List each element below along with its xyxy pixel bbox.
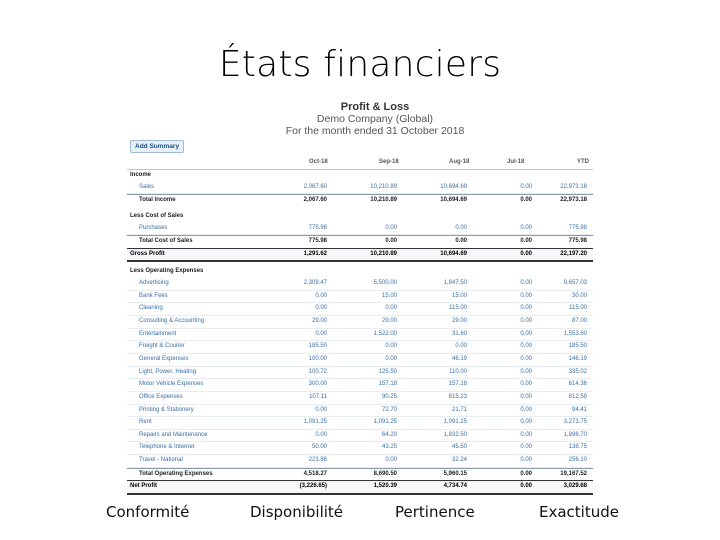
profit-loss-report	[127, 157, 593, 495]
row-value: 0.00	[520, 318, 532, 325]
row-value: 1,896.70	[563, 431, 587, 438]
row-label[interactable]: Telephone & Internet	[139, 444, 195, 451]
column-header-oct[interactable]: Oct-18	[309, 159, 328, 165]
row-value: 0.00	[520, 444, 532, 451]
row-value: 185.50	[308, 343, 327, 350]
row-value: 15.00	[451, 292, 467, 299]
row-value: 0.00	[520, 280, 532, 287]
row-value: 29.00	[451, 318, 467, 325]
row-value: 0.00	[315, 330, 327, 337]
row-label: Net Profit	[130, 483, 157, 490]
row-value: 138.75	[568, 444, 587, 451]
row-value: 1,832.50	[443, 431, 467, 438]
row-label[interactable]: Purchases	[139, 224, 168, 231]
row-value: 32.24	[451, 457, 467, 464]
total-row	[127, 194, 593, 207]
row-value: 1,520.39	[373, 483, 397, 490]
row-label[interactable]: Motor Vehicle Expenses	[139, 381, 204, 388]
slide-title: États financiers	[218, 44, 502, 85]
account-row[interactable]	[127, 278, 593, 291]
row-value: 775.98	[568, 224, 587, 231]
report-title: Profit & Loss	[340, 101, 410, 113]
row-value: 157.18	[378, 381, 397, 388]
row-value: 22,973.18	[560, 183, 587, 190]
row-value: 46.19	[451, 355, 467, 362]
row-value: 21.71	[451, 406, 467, 413]
row-value: 0.00	[520, 431, 532, 438]
row-value: 29.00	[311, 318, 327, 325]
row-value: 0.00	[385, 305, 397, 312]
row-label[interactable]: Bank Fees	[139, 292, 168, 299]
row-label[interactable]: Advertising	[139, 280, 169, 287]
row-value: 0.00	[520, 406, 532, 413]
row-label[interactable]: General Expenses	[139, 355, 189, 362]
row-value: 50.00	[311, 444, 327, 451]
column-header-aug[interactable]: Aug-18	[449, 159, 470, 165]
row-value: 3,273.75	[563, 419, 587, 426]
account-row[interactable]	[127, 354, 593, 367]
row-value: 812.59	[568, 393, 587, 400]
row-value: 0.00	[520, 368, 532, 375]
row-value: 2,067.60	[303, 197, 327, 204]
row-value: 90.25	[381, 393, 397, 400]
row-value: 0.00	[455, 224, 467, 231]
row-value: 1,847.50	[443, 280, 467, 287]
row-value: 0.00	[520, 305, 532, 312]
account-row[interactable]	[127, 316, 593, 329]
column-header-sep[interactable]: Sep-18	[379, 159, 399, 165]
row-value: 22,197.20	[560, 250, 587, 257]
row-value: 1,291.62	[303, 250, 327, 257]
report-period: For the month ended 31 October 2018	[285, 125, 465, 137]
report-column-header	[127, 157, 593, 170]
row-value: 0.00	[520, 355, 532, 362]
row-value: 0.00	[520, 183, 532, 190]
row-value: 45.50	[451, 444, 467, 451]
account-row[interactable]	[127, 442, 593, 455]
total-row	[127, 235, 593, 248]
report-heading	[250, 101, 500, 137]
row-value: 0.00	[315, 406, 327, 413]
row-value: 4,734.74	[443, 483, 467, 490]
account-row[interactable]	[127, 329, 593, 342]
row-value: 4,518.27	[303, 470, 327, 477]
row-label[interactable]: Freight & Courier	[139, 343, 185, 350]
row-value: 775.98	[308, 224, 327, 231]
account-row[interactable]	[127, 223, 593, 236]
row-value: 10,210.89	[370, 183, 397, 190]
row-value: 9,657.03	[563, 280, 587, 287]
row-value: 335.02	[568, 368, 587, 375]
row-value: 115.00	[569, 305, 587, 312]
row-value: 72.70	[381, 406, 397, 413]
row-label[interactable]: Sales	[139, 183, 155, 190]
row-value: (3,226.65)	[299, 483, 327, 490]
row-label: Income	[130, 172, 152, 178]
row-value: 107.11	[309, 393, 327, 400]
row-value: 43.25	[381, 444, 397, 451]
row-value: 614.36	[568, 381, 587, 388]
row-value: 0.00	[520, 343, 532, 350]
total-row	[127, 468, 593, 481]
row-value: 19,167.52	[560, 470, 587, 477]
row-value: 1,091.25	[373, 419, 397, 426]
row-value: 0.00	[520, 457, 532, 464]
row-value: 0.00	[520, 292, 532, 299]
row-label: Total Operating Expenses	[139, 470, 213, 477]
row-label[interactable]: Entertainment	[139, 330, 177, 337]
report-company: Demo Company (Global)	[316, 113, 434, 125]
row-value: 31.60	[451, 330, 467, 337]
report-body	[127, 170, 593, 495]
account-row[interactable]	[127, 455, 593, 468]
row-value: 0.00	[520, 250, 532, 257]
row-value: 0.00	[520, 419, 532, 426]
row-label[interactable]: Consulting & Accounting	[139, 318, 205, 325]
footer-item-pertinence: Pertinence	[395, 503, 475, 521]
row-label[interactable]: Light, Power, Heating	[139, 368, 197, 375]
column-header-ytd[interactable]: YTD	[577, 159, 589, 165]
row-label: Gross Profit	[130, 250, 165, 257]
row-value: 15.00	[381, 292, 397, 299]
row-label: Less Cost of Sales	[130, 212, 184, 219]
row-value: 0.00	[520, 224, 532, 231]
account-row[interactable]	[127, 341, 593, 354]
row-label[interactable]: Office Expenses	[139, 393, 183, 400]
row-value: 5,960.15	[443, 470, 467, 477]
row-label[interactable]: Repairs and Maintenance	[139, 431, 208, 438]
row-value: 110.00	[449, 368, 467, 375]
row-value: 223.86	[308, 457, 327, 464]
account-row[interactable]	[127, 291, 593, 304]
row-label[interactable]: Cleaning	[139, 305, 163, 312]
row-value: 0.00	[385, 343, 397, 350]
row-value: 615.23	[448, 393, 467, 400]
summary-row	[127, 480, 593, 495]
row-value: 1,091.25	[443, 419, 467, 426]
row-value: 0.00	[315, 292, 327, 299]
row-value: 775.98	[568, 238, 587, 245]
add-summary-button[interactable]: Add Summary	[130, 140, 184, 153]
row-label[interactable]: Rent	[139, 419, 152, 426]
row-value: 10,694.69	[440, 250, 467, 257]
row-value: 0.00	[385, 457, 397, 464]
row-value: 1,522.00	[373, 330, 397, 337]
account-row[interactable]	[127, 303, 593, 316]
footer-item-disponibilite: Disponibilité	[250, 503, 344, 521]
row-value: 256.10	[568, 457, 587, 464]
row-value: 10,210.89	[370, 250, 397, 257]
row-label[interactable]: Printing & Stationery	[139, 406, 194, 413]
account-row[interactable]	[127, 379, 593, 392]
row-value: 0.00	[520, 381, 532, 388]
row-value: 29.00	[381, 318, 397, 325]
row-value: 0.00	[385, 224, 397, 231]
account-row[interactable]	[127, 367, 593, 380]
row-value: 94.41	[571, 406, 587, 413]
row-value: 0.00	[455, 343, 467, 350]
row-value: 0.00	[455, 238, 467, 245]
row-value: 1,553.60	[563, 330, 587, 337]
row-value: 3,029.68	[563, 483, 587, 490]
row-label[interactable]: Travel - National	[139, 457, 183, 464]
row-value: 8,690.50	[373, 470, 397, 477]
footer-item-exactitude: Exactitude	[539, 503, 619, 521]
row-label: Total Cost of Sales	[139, 238, 193, 245]
account-row[interactable]	[127, 392, 593, 405]
row-value: 0.00	[520, 393, 532, 400]
row-value: 100.00	[308, 355, 327, 362]
row-value: 1,091.25	[303, 419, 327, 426]
row-value: 775.98	[308, 238, 327, 245]
row-value: 0.00	[520, 197, 532, 204]
row-value: 0.00	[520, 330, 532, 337]
row-value: 87.00	[571, 318, 587, 325]
row-value: 300.00	[308, 381, 327, 388]
row-value: 22,973.18	[560, 197, 587, 204]
summary-row	[127, 248, 593, 263]
row-value: 125.50	[378, 368, 397, 375]
row-label: Less Operating Expenses	[130, 268, 204, 275]
row-value: 30.00	[571, 292, 587, 299]
row-value: 100.72	[308, 368, 327, 375]
row-value: 0.00	[385, 238, 397, 245]
row-value: 10,210.89	[370, 197, 397, 204]
account-row[interactable]	[127, 417, 593, 430]
row-value: 5,500.00	[373, 280, 397, 287]
row-value: 0.00	[315, 305, 327, 312]
account-row[interactable]	[127, 182, 593, 195]
row-value: 146.19	[568, 355, 587, 362]
row-value: 115.00	[449, 305, 467, 312]
row-value: 0.00	[520, 470, 532, 477]
row-value: 10,694.69	[440, 183, 467, 190]
account-row[interactable]	[127, 430, 593, 443]
row-value: 0.00	[520, 238, 532, 245]
row-value: 0.00	[385, 355, 397, 362]
row-value: 2,067.60	[303, 183, 327, 190]
section-heading	[127, 211, 593, 223]
section-heading	[127, 266, 593, 278]
column-header-jul[interactable]: Jul-18	[507, 159, 525, 165]
row-label: Total Income	[139, 197, 176, 204]
footer-item-conformite: Conformité	[106, 503, 190, 521]
row-value: 157.18	[448, 381, 467, 388]
row-value: 0.00	[315, 431, 327, 438]
row-value: 0.00	[520, 483, 532, 490]
row-value: 64.20	[381, 431, 397, 438]
section-heading	[127, 170, 593, 182]
account-row[interactable]	[127, 405, 593, 418]
row-value: 10,694.69	[440, 197, 467, 204]
row-value: 2,309.47	[303, 280, 327, 287]
row-value: 185.50	[568, 343, 587, 350]
